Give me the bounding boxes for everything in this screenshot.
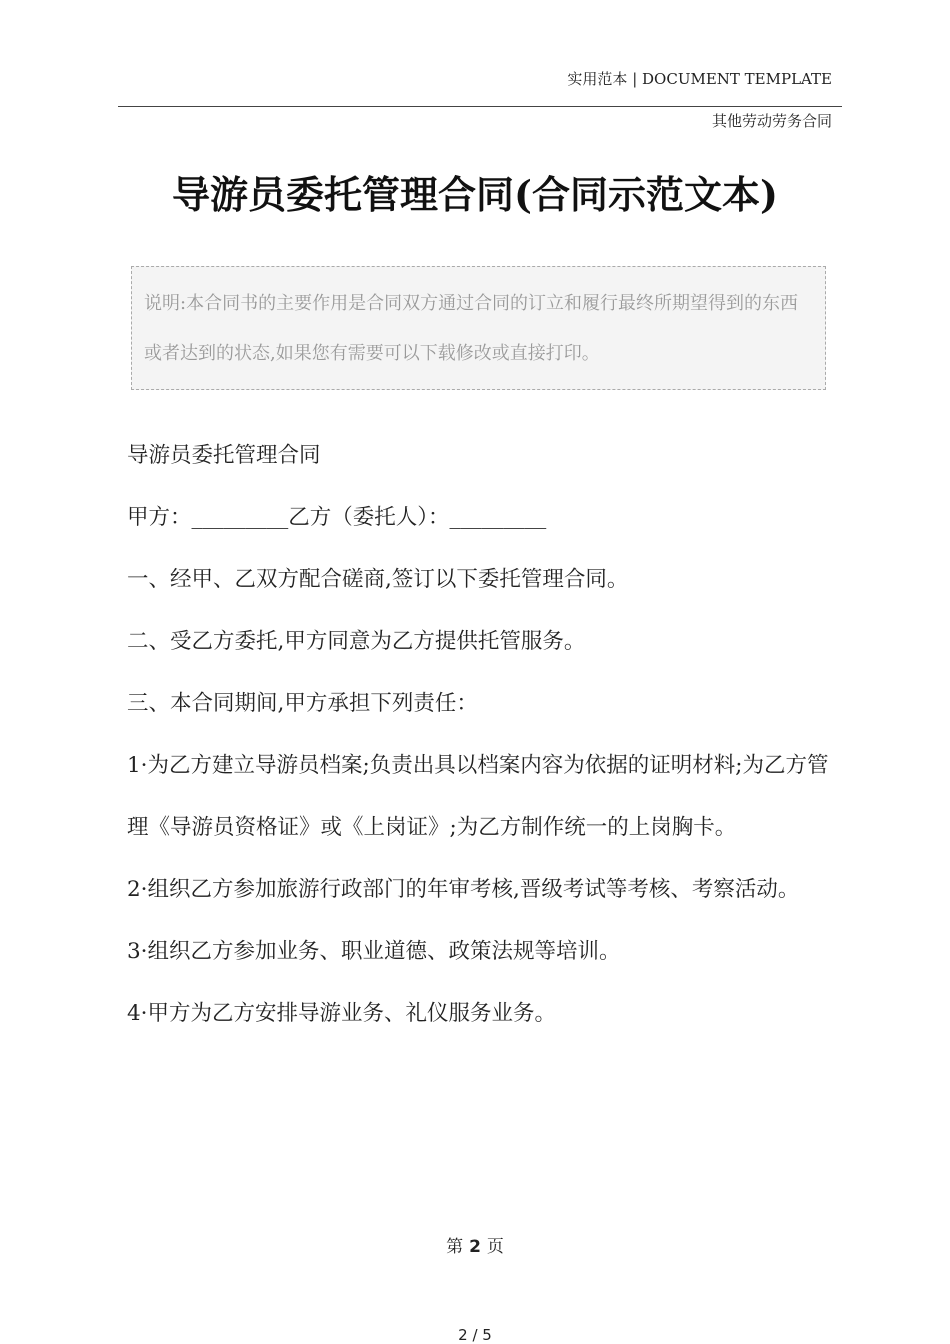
clause-3-item-2: 2·组织乙方参加旅游行政部门的年审考核,晋级考试等考核、考察活动。 bbox=[127, 877, 800, 902]
document-body bbox=[127, 425, 839, 1045]
page-indicator: 2 / 5 bbox=[458, 1326, 492, 1344]
page-number-value: 2 bbox=[469, 1237, 481, 1257]
clause-1: 一、经甲、乙双方配合磋商,签订以下委托管理合同。 bbox=[127, 567, 629, 592]
header-tag: 实用范本 | DOCUMENT TEMPLATE bbox=[567, 70, 832, 88]
header-category: 其他劳动劳务合同 bbox=[711, 112, 832, 130]
clause-3-item-3: 3·组织乙方参加业务、职业道德、政策法规等培训。 bbox=[127, 939, 621, 964]
page-number bbox=[0, 1232, 950, 1257]
clause-3-item-1: 1·为乙方建立导游员档案;负责出具以档案内容为依据的证明材料;为乙方管理《导游员资格证》或《上岗证》;为乙方制作统一的上岗胸卡。 bbox=[127, 753, 829, 840]
parties-line: 甲方：_________乙方（委托人）：_________ bbox=[127, 505, 547, 530]
clause-3-item-4: 4·甲方为乙方安排导游业务、礼仪服务业务。 bbox=[127, 1001, 557, 1026]
page-suffix: 页 bbox=[486, 1237, 504, 1257]
clause-3: 三、本合同期间,甲方承担下列责任： bbox=[127, 691, 478, 716]
header-divider bbox=[118, 106, 842, 107]
document-title: 导游员委托管理合同(合同示范文本) bbox=[172, 172, 778, 217]
contract-heading: 导游员委托管理合同 bbox=[127, 443, 321, 468]
page-prefix: 第 bbox=[446, 1237, 464, 1257]
note-box bbox=[131, 266, 826, 390]
note-text: 说明:本合同书的主要作用是合同双方通过合同的订立和履行最终所期望得到的东西或者达到的状态,如果您有需要可以下载修改或直接打印。 bbox=[144, 293, 799, 364]
clause-2: 二、受乙方委托,甲方同意为乙方提供托管服务。 bbox=[127, 629, 586, 654]
